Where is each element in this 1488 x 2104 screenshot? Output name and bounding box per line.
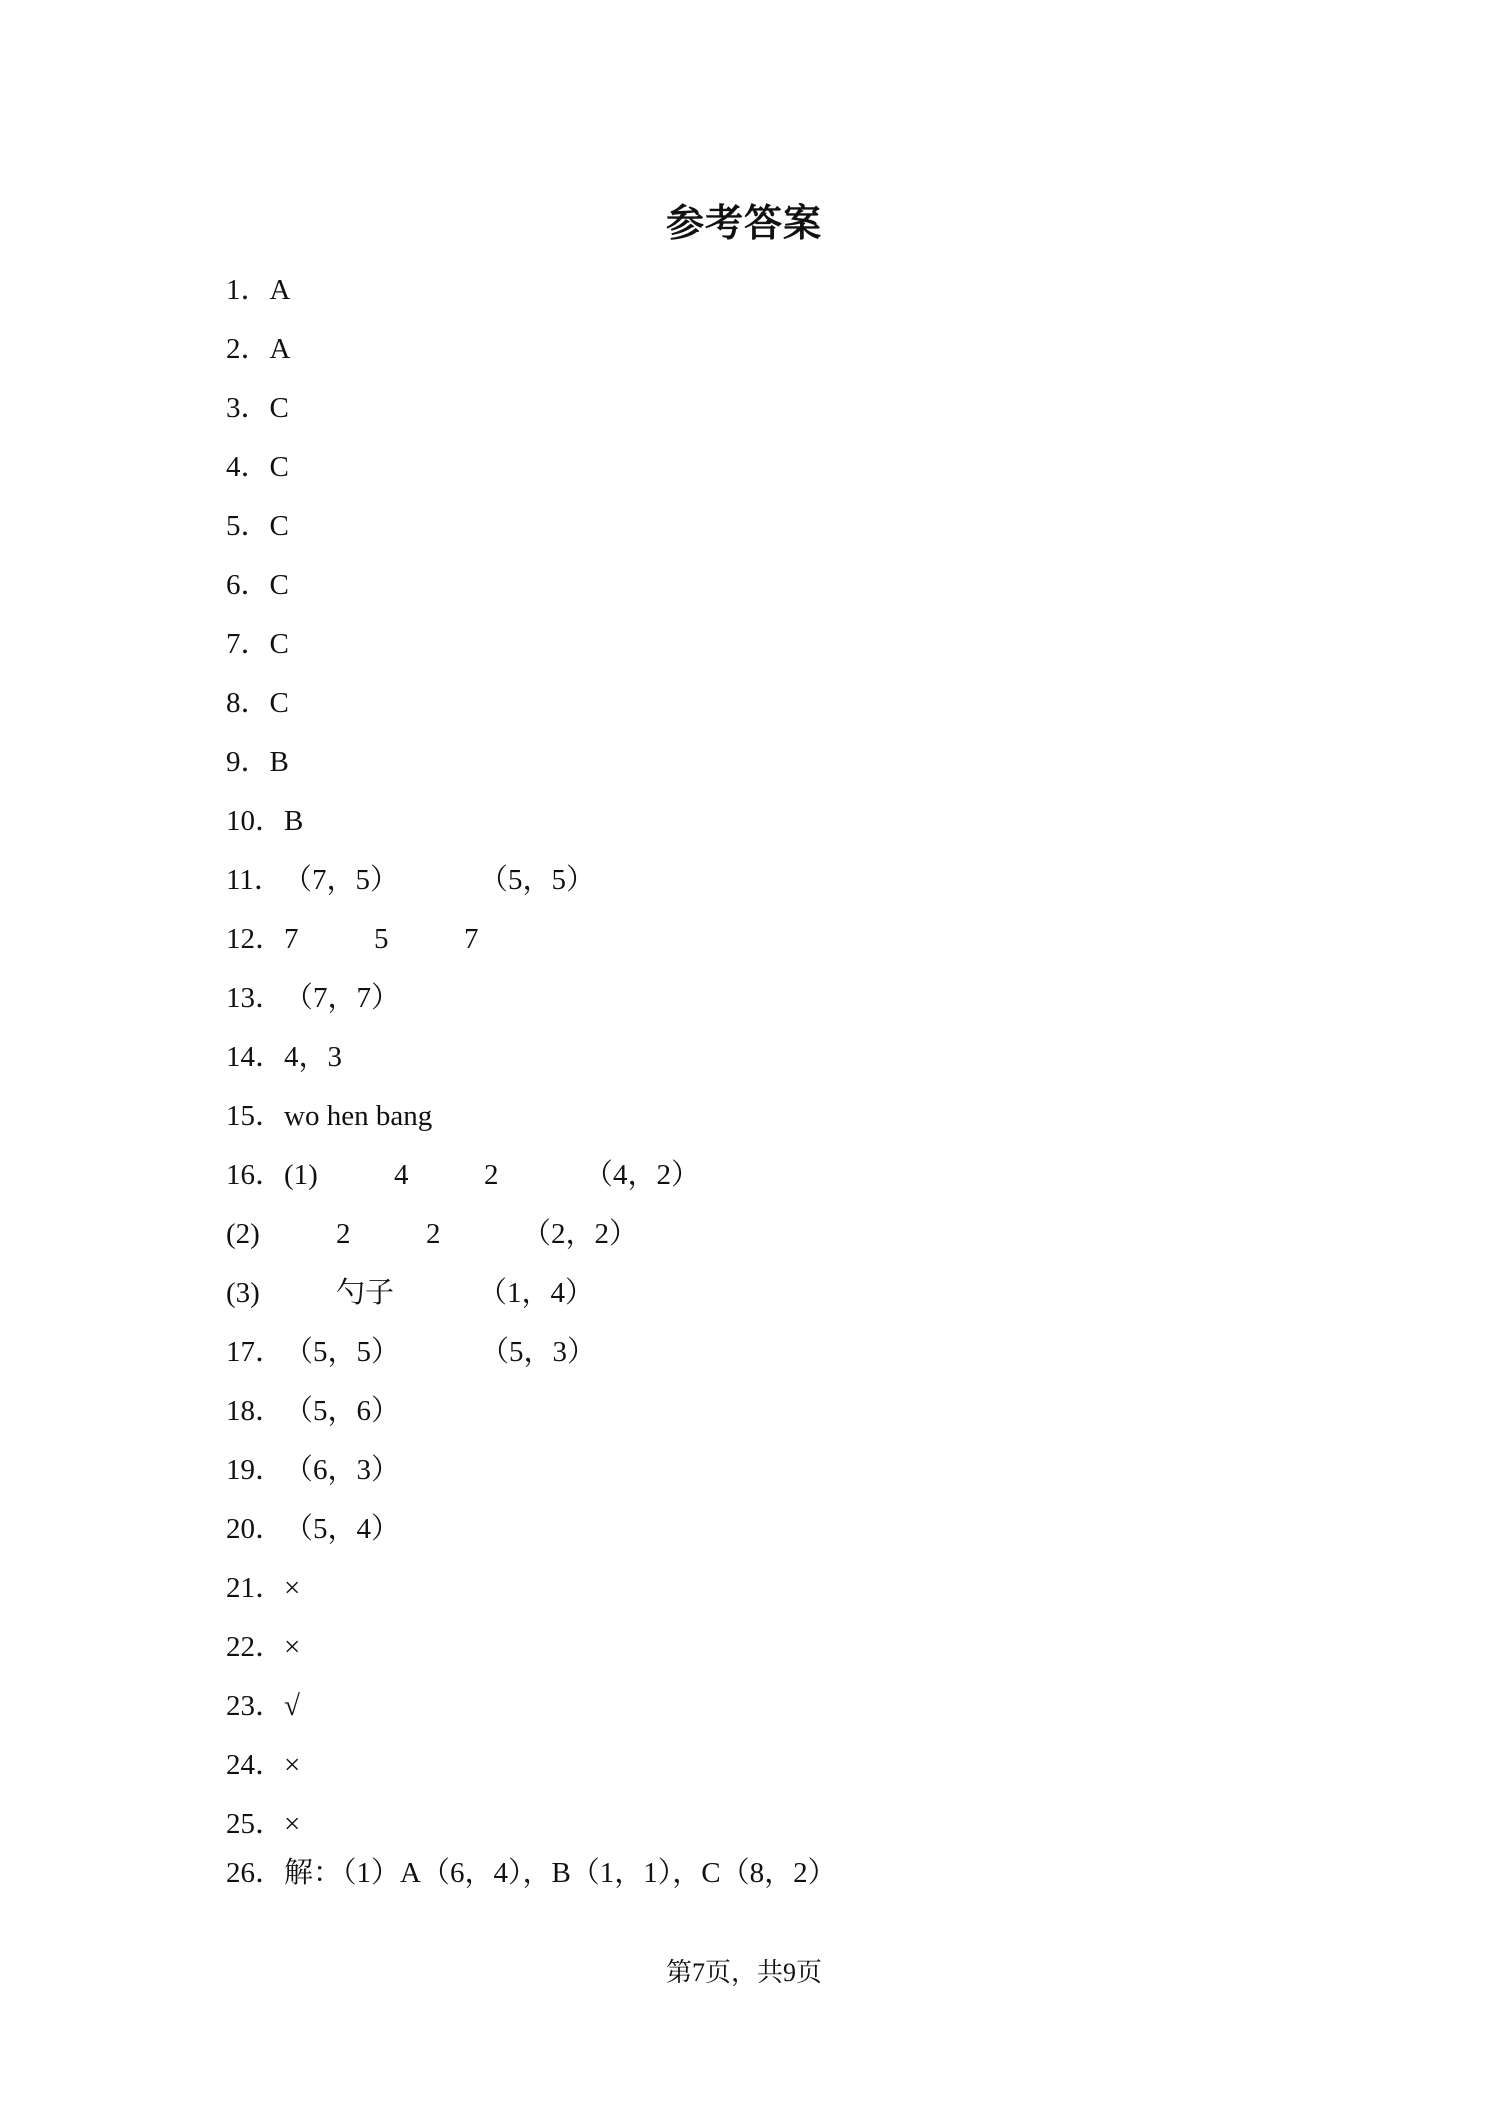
answer-value: 2 [426, 1218, 441, 1250]
answer-number: 13． [226, 982, 285, 1014]
answer-value: C [269, 687, 289, 719]
answer-sub-label: (2) [226, 1218, 260, 1250]
answer-value: 2 [484, 1159, 499, 1191]
answer-value: （5，3） [480, 1336, 597, 1368]
answer-number: 17． [226, 1336, 285, 1368]
answer-line-13 [226, 978, 400, 1018]
answer-line-20 [226, 1509, 400, 1549]
answer-number: 14． [226, 1041, 285, 1073]
answer-value: × [284, 1631, 301, 1663]
answer-line-11 [226, 860, 595, 900]
answer-value: （5，6） [284, 1395, 401, 1427]
answer-value: × [284, 1808, 301, 1840]
answer-value: × [284, 1572, 301, 1604]
answer-number: 22． [226, 1631, 285, 1663]
answer-value: wo hen bang [284, 1100, 433, 1132]
answer-value: （5，5） [284, 1336, 401, 1368]
answer-value: （5，5） [478, 864, 595, 896]
answer-number: 6． [226, 569, 270, 601]
answer-value: √ [284, 1690, 300, 1722]
answer-sub-label: (1) [284, 1159, 318, 1191]
answer-line-10 [226, 801, 303, 841]
answer-line-18 [226, 1391, 400, 1431]
answer-value: C [269, 392, 289, 424]
answer-line-21 [226, 1568, 300, 1608]
answer-number: 15． [226, 1100, 285, 1132]
answer-number: 26． [226, 1857, 285, 1889]
answer-value: B [269, 746, 289, 778]
answer-number: 16． [226, 1159, 285, 1191]
answer-sub-label: (3) [226, 1277, 260, 1309]
answer-value: （7，5） [282, 864, 399, 896]
answer-line-15 [226, 1096, 432, 1136]
answer-value: （2，2） [522, 1218, 639, 1250]
answer-line-6 [226, 565, 289, 605]
answer-value: 2 [336, 1218, 351, 1250]
page-footer: 第7页，共9页 [665, 1958, 822, 1987]
answer-line-25 [226, 1804, 300, 1844]
answer-value: 勺子 [336, 1277, 395, 1309]
answer-number: 25． [226, 1808, 285, 1840]
answer-value: C [269, 451, 289, 483]
answer-line-22 [226, 1627, 300, 1667]
answer-number: 11． [226, 864, 283, 896]
answer-number: 8． [226, 687, 270, 719]
answer-value: 7 [464, 923, 479, 955]
answer-line-23 [226, 1686, 300, 1726]
answer-line-17 [226, 1332, 596, 1372]
answer-number: 19． [226, 1454, 285, 1486]
answer-value: 5 [374, 923, 389, 955]
answer-number: 23． [226, 1690, 285, 1722]
answer-line-5 [226, 506, 289, 546]
answer-line-16 [226, 1155, 700, 1195]
answer-number: 2． [226, 333, 270, 365]
answer-line-3 [226, 388, 289, 428]
answer-line-8 [226, 683, 289, 723]
answer-line-2 [226, 329, 290, 369]
answer-value: A [269, 274, 291, 306]
answer-number: 9． [226, 746, 270, 778]
answer-number: 3． [226, 392, 270, 424]
answer-number: 7． [226, 628, 270, 660]
answer-value: C [269, 569, 289, 601]
answer-value: B [284, 805, 304, 837]
answer-line-16-3 [226, 1273, 594, 1313]
answer-number: 1． [226, 274, 270, 306]
answer-line-1 [226, 270, 290, 310]
answer-line-9 [226, 742, 289, 782]
answer-value: （7，7） [284, 982, 401, 1014]
answer-value: （6，3） [284, 1454, 401, 1486]
answer-number: 5． [226, 510, 270, 542]
answer-line-24 [226, 1745, 300, 1785]
page-title: 参考答案 [665, 201, 822, 245]
answer-value: × [284, 1749, 301, 1781]
answer-number: 10． [226, 805, 285, 837]
answer-line-4 [226, 447, 289, 487]
answer-number: 24． [226, 1749, 285, 1781]
answer-value: 4，3 [284, 1041, 343, 1073]
answer-line-16-2 [226, 1214, 638, 1254]
answer-number: 12． [226, 923, 285, 955]
answer-value: A [269, 333, 291, 365]
answer-line-7 [226, 624, 289, 664]
answer-value: （4，2） [584, 1159, 701, 1191]
answer-number: 4． [226, 451, 270, 483]
answer-line-12 [226, 919, 479, 959]
answer-line-26 [226, 1853, 837, 1893]
answer-number: 18． [226, 1395, 285, 1427]
answer-number: 20． [226, 1513, 285, 1545]
answer-line-14 [226, 1037, 342, 1077]
answer-value: 解：（1）A（6，4），B（1，1），C（8，2） [284, 1857, 837, 1889]
answer-number: 21． [226, 1572, 285, 1604]
answer-value: 7 [284, 923, 299, 955]
answer-value: C [269, 628, 289, 660]
answer-value: 4 [394, 1159, 409, 1191]
answer-value: （1，4） [478, 1277, 595, 1309]
answer-value: C [269, 510, 289, 542]
answer-value: （5，4） [284, 1513, 401, 1545]
answer-line-19 [226, 1450, 400, 1490]
